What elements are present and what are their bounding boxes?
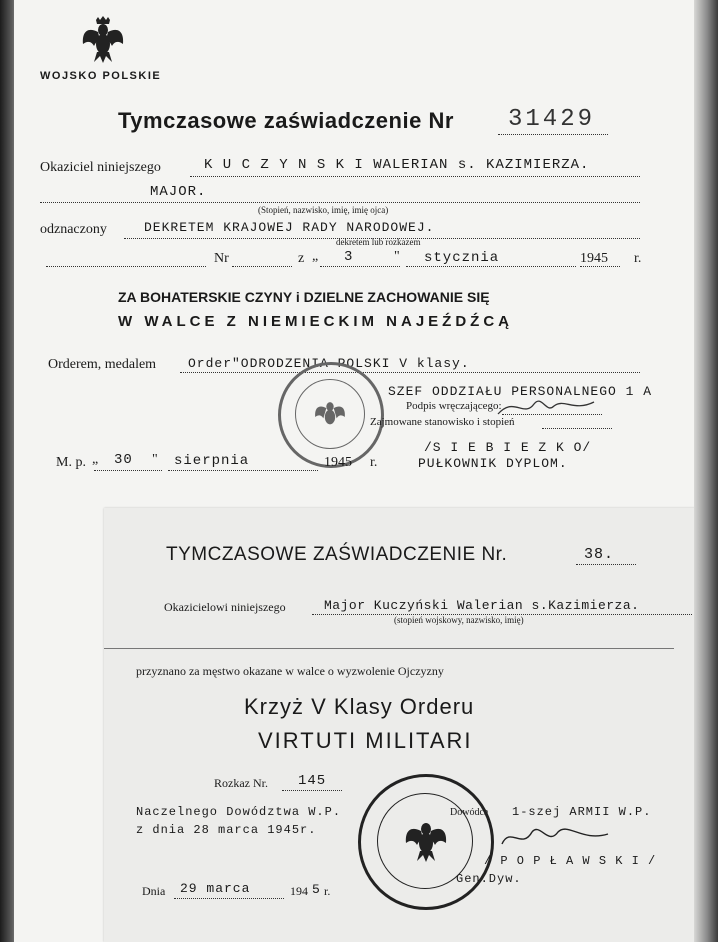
document-page: WOJSKO POLSKIE Tymczasowe zaświadczenie Nr 31429 Okaziciel niniejszego K U C Z Y N S K I WALERIAN s. KAZIMIERZA. MAJOR. (Stopień, nazwisko, imię, imię ojca) odznaczony DEKRETEM KRAJOWEJ RADY NARODOWEJ. dekretem lub rozkazem Nr z „ 3 " stycznia 1945 r. ZA BOHATERSKIE CZYNY i DZIELNE ZACHOWANIE SIĘ W WALCE Z NIEMIECKIM NAJEŹDŹCĄ Orderem, medalem Order"ODRODZENIA POLSKI V klasy. SZEF ODDZIAŁU PERSONALNEGO 1 A Podpis wręczającego: Zajmowane stanowisko i stopień M. p. „ 30 " sierpnia 1945 r. /S I E B I E Z K O/ PUŁKOWNIK DYPLOM. TYMCZASOWE ZAŚWIADCZENIE Nr. 38. Okazicielowi niniejszego Major Kuczyński Walerian s.Kazimierza. (stopień wojskowy, nazwisko, imię) przyznano za męstwo okazane w walce o wyzwolenie Ojczyzny Krzyż V Klasy Orderu VIRTUTI MILITARI Rozkaz Nr. 145 Naczelnego Dowództwa W.P. z dnia 28 marca 1945r. Dowódca 1-szej ARMII W.P. / P O P Ł A W S K I / Gen.Dyw. Dnia 29 marca 194 5 r. xyxy=(14,0,694,942)
decree-month: stycznia xyxy=(424,250,500,266)
z-label: z xyxy=(298,251,305,266)
order2-label: Rozkaz Nr. xyxy=(214,776,268,790)
day-line xyxy=(320,266,400,267)
mp-month: sierpnia xyxy=(174,453,250,469)
commander-prefix: Dowódca xyxy=(450,807,489,818)
year2-prefix: 194 xyxy=(290,884,308,898)
order2-number: 145 xyxy=(298,773,327,789)
rank-line xyxy=(40,202,640,203)
round-stamp-1 xyxy=(278,362,384,468)
signer-rank-2: Gen.Dyw. xyxy=(456,872,522,886)
certificate-number: 31429 xyxy=(508,106,596,133)
month-line xyxy=(406,266,576,267)
certificate2-title: TYMCZASOWE ZAŚWIADCZENIE Nr. xyxy=(166,544,508,565)
holder-line xyxy=(190,176,640,177)
holder2-value: Major Kuczyński Walerian s.Kazimierza. xyxy=(324,598,640,613)
decorated-label: odznaczony xyxy=(40,222,107,237)
mp-year: 1945 xyxy=(324,455,352,470)
order-value: Order"ODRODZENIA POLSKI V klasy. xyxy=(188,356,470,371)
award-line-1: Krzyż V Klasy Orderu xyxy=(244,694,475,719)
holder-hint: (Stopień, nazwisko, imię, imię ojca) xyxy=(258,205,389,215)
year2-suffix: 5 xyxy=(312,882,321,897)
year2-r: r. xyxy=(324,884,331,898)
dnia-value: 29 marca xyxy=(180,881,251,896)
army-label: WOJSKO POLSKIE xyxy=(40,70,162,82)
nr-line xyxy=(232,266,292,267)
army-line: 1-szej ARMII W.P. xyxy=(512,805,652,819)
signer-name-1: /S I E B I E Z K O/ xyxy=(424,440,592,455)
stamp-eagle-icon xyxy=(313,395,347,433)
nr-label: Nr xyxy=(214,251,229,266)
holder2-label: Okazicielowi niniejszego xyxy=(164,600,286,614)
certificate-title: Tymczasowe zaświadczenie Nr xyxy=(118,108,454,133)
awarded-text: przyznano za męstwo okazane w walce o wyzwolenie Ojczyzny xyxy=(136,664,444,678)
mp-day: 30 xyxy=(114,452,133,468)
book-page-edge xyxy=(694,0,718,942)
second-certificate xyxy=(104,508,700,942)
decree-r: r. xyxy=(634,251,642,266)
command-line: Naczelnego Dowództwa W.P. xyxy=(136,805,342,819)
heading-heroic-deeds: ZA BOHATERSKIE CZYNY i DZIELNE ZACHOWANIE SIĘ xyxy=(118,289,490,305)
decree-hint: dekretem lub rozkazem xyxy=(336,237,421,247)
mp-r: r. xyxy=(370,455,378,470)
position-hint: Zajmowane stanowisko i stopień xyxy=(370,416,515,428)
stamp2-eagle-icon xyxy=(403,815,449,863)
holder2-hint: (stopień wojskowy, nazwisko, imię) xyxy=(394,615,524,625)
holder-value: K U C Z Y N S K I WALERIAN s. KAZIMIERZA. xyxy=(204,157,590,173)
heading-german-invader: W WALCE Z NIEMIECKIM NAJEŹDŹCĄ xyxy=(118,313,513,330)
signature-hint: Podpis wręczającego: xyxy=(406,400,502,412)
award-line-2: VIRTUTI MILITARI xyxy=(258,728,473,753)
rank-value: MAJOR. xyxy=(150,184,207,200)
decree-value: DEKRETEM KRAJOWEJ RADY NARODOWEJ. xyxy=(144,220,435,235)
round-stamp-2 xyxy=(358,774,494,910)
mp-label: M. p. xyxy=(56,455,86,470)
position-typed: SZEF ODDZIAŁU PERSONALNEGO 1 A xyxy=(388,384,653,399)
dnia-label: Dnia xyxy=(142,884,166,898)
number-line xyxy=(498,134,608,135)
decree-day: 3 xyxy=(344,249,354,265)
decree-year: 1945 xyxy=(580,251,608,266)
date-line: z dnia 28 marca 1945r. xyxy=(136,823,317,837)
holder-label: Okaziciel niniejszego xyxy=(40,160,161,175)
decree-nr-line xyxy=(46,266,206,267)
signature-2 xyxy=(496,820,616,854)
signer-name-2: / P O P Ł A W S K I / xyxy=(484,854,657,868)
signer-rank-1: PUŁKOWNIK DYPLOM. xyxy=(418,456,568,471)
order-label: Orderem, medalem xyxy=(48,357,157,372)
polish-eagle-icon xyxy=(80,16,126,64)
certificate2-number: 38. xyxy=(584,546,615,563)
order-line xyxy=(180,372,640,373)
